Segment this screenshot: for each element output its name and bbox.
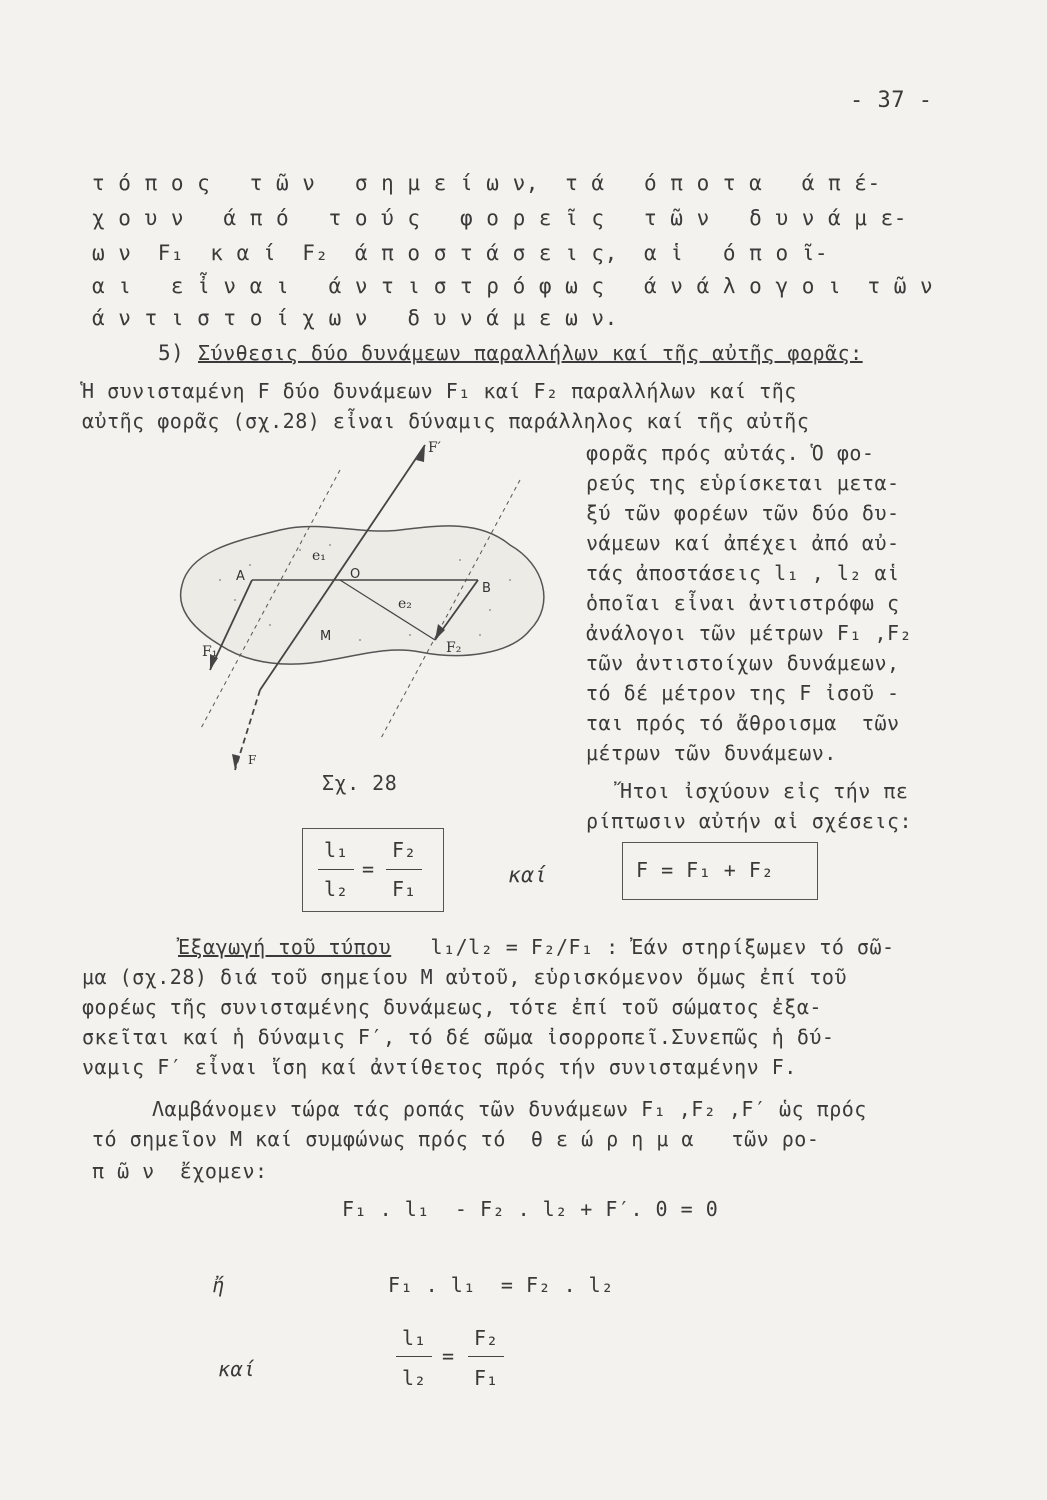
text-line: α ι ε ἶ ν α ι ά ν τ ι σ τ ρ ό φ ω ς ά ν ά λ ο γ ο ι τ ῶ ν bbox=[92, 274, 934, 298]
text-line: μέτρων τῶν δυνάμεων. bbox=[586, 741, 837, 765]
derivation-title: Ἐξαγωγή τοῦ τύπου bbox=[178, 935, 392, 959]
frac-num-F2: F₂ bbox=[391, 838, 417, 862]
final-num-F2: F₂ bbox=[473, 1326, 499, 1350]
label-M: M bbox=[320, 629, 332, 644]
frac-den-F1: F₁ bbox=[391, 877, 417, 901]
text-line: μα (σχ.28) διά τοῦ σημείου M αὐτοῦ, εὑρισκόμενον ὅμως ἐπί τοῦ bbox=[82, 965, 848, 989]
final-eq: = bbox=[441, 1344, 455, 1368]
text-line: χ ο υ ν ά π ό τ ο ύ ς φ ο ρ ε ῖ ς τ ῶ ν δ υ ν ά μ ε- bbox=[92, 206, 907, 230]
text-line: ρίπτωσιν αὐτήν αἱ σχέσεις: bbox=[586, 809, 913, 833]
label-B: B bbox=[482, 581, 491, 596]
label-F2: F₂ bbox=[446, 640, 462, 656]
kai-conjunction-bottom: καί bbox=[218, 1357, 256, 1381]
frac-num-l1: l₁ bbox=[323, 838, 349, 862]
text-line: ναμις F′ εἶναι ἴση καί ἀντίθετος πρός τήν συνισταμένην F. bbox=[82, 1055, 797, 1079]
page-number: - 37 - bbox=[850, 88, 933, 113]
label-A: A bbox=[236, 569, 245, 584]
text-line: Λαμβάνομεν τώρα τάς ροπάς τῶν δυνάμεων F₁ ,F₂ ,F′ ὡς πρός bbox=[152, 1097, 867, 1121]
text-line: ὁποῖαι εἶναι ἀντιστρόφω ς bbox=[586, 591, 900, 615]
text-line: τ ό π ο ς τ ῶ ν σ η μ ε ί ω ν, τ ά ό π ο τ α ά π έ- bbox=[92, 171, 881, 195]
section-number: 5) bbox=[158, 341, 185, 365]
frac-bar bbox=[468, 1356, 504, 1357]
final-den-l2: l₂ bbox=[401, 1366, 427, 1390]
text-line: σκεῖται καί ἡ δύναμις F′, τό δέ σῶμα ἰσορροπεῖ.Συνεπῶς ἡ δύ- bbox=[82, 1025, 835, 1049]
equation-balance: F₁ . l₁ = F₂ . l₂ bbox=[388, 1273, 614, 1297]
label-F: F bbox=[248, 753, 257, 767]
kai-conjunction: καί bbox=[508, 863, 548, 887]
figure-caption: Σχ. 28 bbox=[322, 771, 398, 795]
text-line: τάς ἀποστάσεις l₁ , l₂ αἱ bbox=[586, 561, 900, 585]
text-line: τό σημεῖον M καί συμφώνως πρός τό θ ε ώ ρ η μ α τῶν ρο- bbox=[92, 1127, 820, 1151]
text-line: ἀνάλογοι τῶν μέτρων F₁ ,F₂ bbox=[586, 621, 913, 645]
frac-bar bbox=[386, 869, 422, 870]
text-line: ξύ τῶν φορέων τῶν δύο δυ- bbox=[586, 501, 900, 525]
eta-conjunction: ἤ bbox=[212, 1273, 225, 1297]
text-line: φορέως τῆς συνισταμένης δυνάμεως, τότε ἐπί τοῦ σώματος ἐξα- bbox=[82, 995, 822, 1019]
formula-sum: F = F₁ + F₂ bbox=[636, 858, 774, 882]
text-line: ρεύς της εὑρίσκεται μετα- bbox=[586, 471, 900, 495]
text-line: ω ν F₁ κ α ί F₂ ά π ο σ τ ά σ ε ι ς, α ἱ ό π ο ῖ- bbox=[92, 241, 829, 265]
equation-moments: F₁ . l₁ - F₂ . l₂ + F′. 0 = 0 bbox=[342, 1197, 719, 1221]
text-line: νάμεων καί ἀπέχει ἀπό αὐ- bbox=[586, 531, 900, 555]
label-e1: e₁ bbox=[312, 548, 326, 564]
label-F1: F₁ bbox=[202, 644, 218, 660]
label-F-prime: F′ bbox=[428, 440, 441, 456]
frac-bar bbox=[318, 869, 354, 870]
text-line: Ἡ συνισταμένη F δύο δυνάμεων F₁ καί F₂ παραλλήλων καί τῆς bbox=[82, 379, 797, 403]
label-O: O bbox=[350, 567, 361, 582]
text-line: αὐτῆς φορᾶς (σχ.28) εἶναι δύναμις παράλληλος καί τῆς αὐτῆς bbox=[82, 409, 810, 433]
final-den-F1: F₁ bbox=[473, 1366, 499, 1390]
text-line: ά ν τ ι σ τ ο ί χ ω ν δ υ ν ά μ ε ω ν. bbox=[92, 306, 618, 330]
text-line: π ῶ ν ἔχομεν: bbox=[92, 1159, 268, 1183]
text-line: τό δέ μέτρον της F ἰσοῦ - bbox=[586, 681, 900, 705]
text-line: ται πρός τό ἄθροισμα τῶν bbox=[586, 711, 900, 735]
figure-28 bbox=[160, 430, 580, 790]
frac-bar bbox=[396, 1356, 432, 1357]
text-line: τῶν ἀντιστοίχων δυνάμεων, bbox=[586, 651, 900, 675]
frac-eq: = bbox=[361, 857, 375, 881]
final-num-l1: l₁ bbox=[401, 1326, 427, 1350]
text-line: Ἤτοι ἰσχύουν εἰς τήν πε bbox=[620, 779, 909, 803]
text-line: φορᾶς πρός αὐτάς. Ὁ φο- bbox=[586, 441, 875, 465]
section-title: Σύνθεσις δύο δυνάμεων παραλλήλων καί τῆς αὐτῆς φορᾶς: bbox=[198, 341, 863, 365]
derivation-rest: l₁/l₂ = F₂/F₁ : Ἐάν στηρίξωμεν τό σῶ- bbox=[418, 935, 895, 959]
label-e2: e₂ bbox=[398, 596, 412, 612]
frac-den-l2: l₂ bbox=[323, 877, 349, 901]
